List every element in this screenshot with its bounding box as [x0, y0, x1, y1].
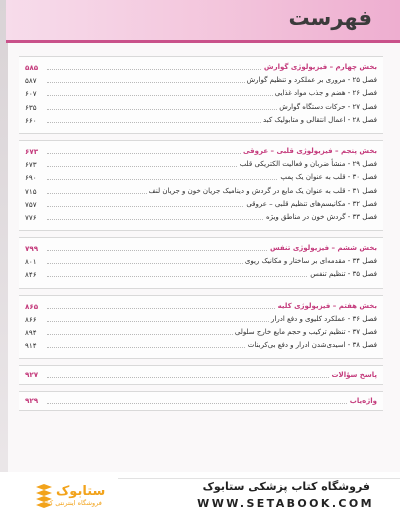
section-title: بخش هفتم – فیزیولوژی کلیه [276, 300, 379, 313]
section-heading[interactable] [19, 61, 383, 74]
section-page: ۸۶۵ [25, 301, 39, 311]
entry-title: فصل ۳۲ - مکانیسم‌های تنظیم قلبی – عروقی [244, 198, 379, 211]
entry-page: ۸۰۱ [25, 257, 37, 267]
entry-page: ۸۹۴ [25, 328, 37, 337]
toc-section-4 [19, 56, 383, 134]
section-heading[interactable] [19, 392, 383, 410]
entry-title: فصل ۲۵ - مروری بر عملکرد و تنظیم گوارش [245, 74, 379, 87]
entry-page: ۶۶۰ [25, 115, 37, 125]
entry-title: فصل ۲۷ - حرکات دستگاه گوارش [277, 101, 379, 114]
entry-title: فصل ۳۰ - قلب به عنوان یک پمپ [278, 171, 379, 184]
entry-page: ۹۱۴ [25, 341, 37, 351]
section-title: بخش ششم – فیزیولوژی تنفس [268, 242, 379, 255]
entry-page: ۶۳۵ [25, 102, 37, 112]
toc-entry[interactable] [19, 114, 383, 127]
store-logo[interactable] [34, 482, 122, 510]
entry-page: ۶۹۰ [25, 173, 37, 183]
entry-page: ۷۵۷ [25, 199, 37, 209]
section-heading[interactable] [19, 300, 383, 313]
header-banner [6, 0, 400, 40]
entry-page: ۸۴۶ [25, 270, 37, 280]
footer-divider [118, 478, 400, 479]
toc-entry[interactable] [19, 171, 383, 184]
section-title: بخش پنجم – فیزیولوژی قلبی – عروقی [241, 145, 379, 158]
toc-entry[interactable] [19, 211, 383, 224]
entry-title: فصل ۳۷ - تنظیم ترکیب و حجم مایع خارج سلولی [233, 326, 379, 339]
entry-page: ۷۷۶ [25, 212, 37, 222]
section-title: پاسخ سؤالات [329, 366, 379, 384]
entry-page: ۸۶۶ [25, 314, 37, 324]
entry-title: فصل ۳۸ - اسیدی‌شدن ادرار و دفع بی‌کربنات [246, 339, 379, 352]
section-page: ۵۸۵ [25, 63, 39, 72]
toc-entry[interactable] [19, 326, 383, 339]
entry-page: ۶۷۳ [25, 160, 37, 170]
toc-entry[interactable] [19, 101, 383, 114]
section-heading[interactable] [19, 242, 383, 255]
toc-entry[interactable] [19, 87, 383, 100]
entry-page: ۶۰۷ [25, 89, 37, 99]
toc-entry[interactable] [19, 158, 383, 171]
section-page: ۹۲۹ [23, 392, 40, 410]
section-page: ۷۹۹ [25, 244, 39, 254]
toc-section-7 [19, 295, 383, 360]
toc-entry[interactable] [19, 74, 383, 87]
toc-entry[interactable] [19, 255, 383, 268]
entry-title: فصل ۳۶ - عملکرد کلیوی و دفع ادرار [269, 313, 379, 326]
entry-title: فصل ۲۹ - منشأ ضربان و فعالیت الکتریکی قلب [238, 158, 379, 171]
toc-entry[interactable] [19, 185, 383, 198]
entry-page: ۷۱۵ [25, 186, 37, 196]
toc-glossary [19, 391, 383, 411]
entry-title: فصل ۳۵ - تنظیم تنفس [308, 268, 379, 281]
entry-title: فصل ۲۸ - اعمال انتقالی و متابولیک کبد [261, 114, 379, 127]
toc-answers [19, 365, 383, 385]
store-name: فروشگاه کتاب پزشکی ستابوک [202, 480, 370, 493]
logo-wordmark: ستابوک [56, 484, 106, 499]
toc-entry[interactable] [19, 268, 383, 281]
section-title: واژه‌یاب [348, 392, 379, 410]
toc-section-5 [19, 140, 383, 231]
table-of-contents [19, 56, 383, 417]
toc-section-6 [19, 237, 383, 289]
entry-title: فصل ۲۶ - هضم و جذب مواد غذایی [273, 87, 379, 100]
toc-entry[interactable] [19, 313, 383, 326]
section-page: ۶۷۳ [25, 146, 39, 156]
entry-page: ۵۸۷ [25, 76, 37, 86]
toc-entry[interactable] [19, 339, 383, 352]
page-title: فهرست [288, 6, 372, 30]
entry-title: فصل ۳۳ - گردش خون در مناطق ویژه [264, 211, 379, 224]
logo-tagline: فروشگاه اینترنتی کتاب [40, 499, 102, 507]
store-url-link[interactable]: WWW.SETABOOK.COM [197, 497, 374, 510]
section-heading[interactable] [19, 366, 383, 384]
section-page: ۹۲۷ [23, 366, 40, 384]
section-heading[interactable] [19, 145, 383, 158]
section-title: بخش چهارم – فیزیولوژی گوارش [262, 61, 379, 74]
header-divider [6, 40, 400, 43]
toc-entry[interactable] [19, 198, 383, 211]
entry-title: فصل ۳۴ - مقدمه‌ای بر ساختار و مکانیک ریوی [243, 255, 379, 268]
entry-title: فصل ۳۱ - قلب به عنوان یک مایع در گردش و دینامیک جریان خون و جریان لنف [147, 185, 379, 198]
page-binding-edge [0, 0, 8, 515]
